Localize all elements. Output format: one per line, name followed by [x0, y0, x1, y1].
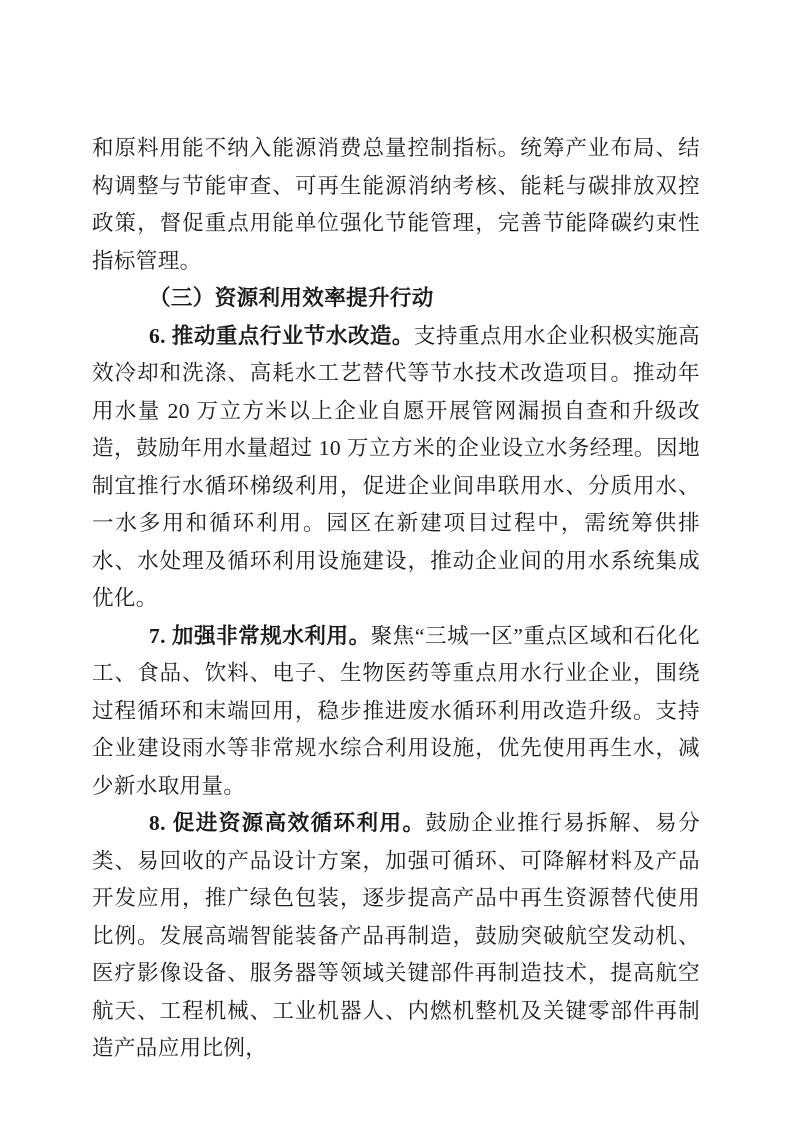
paragraph-7-lead: 7. 加强非常规水利用。: [149, 623, 371, 648]
paragraph-continuation: [92, 130, 700, 280]
document-content: [92, 130, 700, 1068]
paragraph-6-text: 支持重点用水企业积极实施高效冷却和洗涤、高耗水工艺替代等节水技术改造项目。推动年用水量 20 万立方米以上企业自愿开展管网漏损自查和升级改造，鼓励年用水量超过 10 万立方米的企业设立水务经理。因地制宜推行水循环梯级利用，促进企业间串联用水、分质用水、一水多用和循环利用。园区在新建项目过程中，需统筹供排水、水处理及循环利用设施建设，推动企业间的用水系统集成优化。: [92, 323, 700, 610]
paragraph-7-text: 聚焦“三城一区”重点区域和石化化工、食品、饮料、电子、生物医药等重点用水行业企业，围绕过程循环和末端回用，稳步推进废水循环利用改造升级。支持企业建设雨水等非常规水综合利用设施，优先使用再生水，减少新水取用量。: [92, 623, 700, 798]
paragraph-text: 和原料用能不纳入能源消费总量控制指标。统筹产业布局、结构调整与节能审查、可再生能源消纳考核、能耗与碳排放双控政策，督促重点用能单位强化节能管理，完善节能降碳约束性指标管理。: [92, 136, 700, 273]
section-heading-text: （三）资源利用效率提升行动: [149, 286, 434, 310]
paragraph-7: [92, 618, 700, 806]
paragraph-6-lead: 6. 推动重点行业节水改造。: [149, 323, 414, 348]
paragraph-8-text: 鼓励企业推行易拆解、易分类、易回收的产品设计方案，加强可循环、可降解材料及产品开发应用，推广绿色包装，逐步提高产品中再生资源替代使用比例。发展高端智能装备产品再制造，鼓励突破航空发动机、医疗影像设备、服务器等领域关键部件再制造技术，提高航空航天、工程机械、工业机器人、内燃机整机及关键零部件再制造产品应用比例，: [92, 811, 700, 1060]
section-heading: [92, 280, 700, 318]
paragraph-6: [92, 318, 700, 618]
paragraph-8: [92, 805, 700, 1068]
paragraph-8-lead: 8. 促进资源高效循环利用。: [149, 811, 426, 835]
